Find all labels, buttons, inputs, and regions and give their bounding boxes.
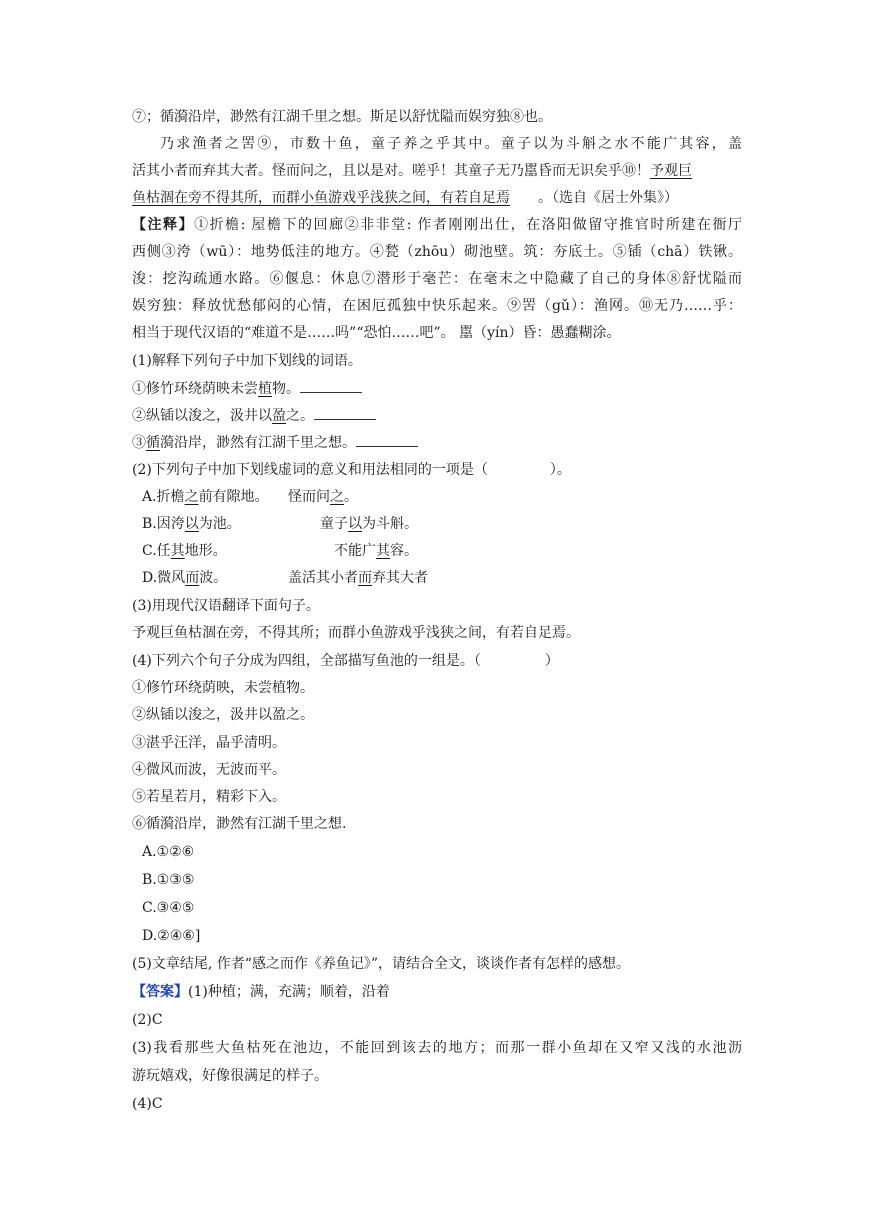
underlined-word: 之 — [330, 489, 344, 505]
question-2-option-a — [142, 488, 752, 506]
item-text: ②纵锸以浚之，汲井以 — [132, 408, 272, 424]
option-text: A.①②⑥ — [142, 844, 195, 860]
passage-line-4 — [132, 189, 742, 207]
question-text: ）。 — [549, 462, 571, 478]
notes-text: 相当于现代汉语的“难道不是……吗”“恐怕……吧”。 嚚（yín）昏：愚蠢糊涂。 — [132, 325, 621, 341]
answer-text: (3)我看那些大鱼枯死在池边，不能回到该去的地方；而那一群小鱼却在又窄又浅的水池沥 — [132, 1040, 742, 1056]
question-4-option-d[interactable] — [142, 927, 752, 945]
answer-blank[interactable] — [314, 406, 376, 420]
question-1-item-b — [132, 406, 742, 424]
sentence-text: ③湛乎汪洋，晶乎清明。 — [132, 735, 286, 751]
question-1-item-a — [132, 379, 742, 397]
option-text: 为斗斛。 — [362, 516, 418, 532]
sentence-text: ①修竹环绕荫映，未尝植物。 — [132, 680, 314, 696]
question-text: 予观巨鱼枯涸在旁，不得其所；而群小鱼游戏乎浅狭之间，有若自足焉。 — [132, 625, 580, 641]
option-text: 弃其大者 — [372, 570, 428, 586]
item-text: ③ — [132, 435, 146, 451]
question-4-option-a[interactable] — [142, 843, 752, 861]
answer-line-1 — [132, 983, 742, 1001]
question-5-stem — [132, 955, 742, 973]
option-text: 地形。 — [184, 543, 227, 559]
question-4-sentence-1 — [132, 679, 742, 697]
sentence-text: ⑥循漪沿岸，渺然有江湖千里之想. — [132, 816, 347, 832]
source-citation: 。（选自《居士外集》） — [538, 190, 678, 206]
underlined-sentence: 予观巨 — [650, 163, 692, 179]
question-3-sentence — [132, 624, 742, 642]
question-1-item-c — [132, 433, 742, 451]
option-text: D.②④⑥] — [142, 928, 201, 944]
item-text: ①修竹环绕荫映未尝 — [132, 381, 258, 397]
answer-text: (2)C — [132, 1012, 163, 1028]
answer-text: (1)种植；满，充满；顺着，沿着 — [188, 984, 390, 1000]
answer-blank[interactable] — [356, 433, 418, 447]
question-text: ） — [544, 653, 559, 669]
option-text: D.微风 — [142, 570, 186, 586]
answer-text: 游玩嬉戏，好像很满足的样子。 — [132, 1068, 328, 1084]
question-4-option-b[interactable] — [142, 871, 752, 889]
question-text: (3)用现代汉语翻译下面句子。 — [132, 598, 320, 614]
question-4-sentence-2 — [132, 706, 742, 724]
sentence-text: ⑤若星若月，精彩下入。 — [132, 789, 286, 805]
sentence-text: ②纵锸以浚之，汲井以盈之。 — [132, 707, 314, 723]
underlined-word: 而 — [358, 570, 372, 586]
notes-line-4 — [132, 297, 742, 315]
notes-text: 娱穷独：释放忧愁郁闷的心情，在困厄孤独中快乐起来。⑨罟（gǔ）：渔网。⑩无乃……乎： — [132, 298, 742, 314]
question-4-stem — [132, 652, 742, 670]
answer-blank[interactable] — [300, 379, 362, 393]
option-text: B.①③⑤ — [142, 872, 195, 888]
question-4-sentence-5 — [132, 788, 742, 806]
option-text: 容。 — [390, 543, 418, 559]
answer-label: 【答案】 — [132, 984, 188, 1000]
option-text: 为池。 — [198, 516, 241, 532]
question-4-sentence-4 — [132, 761, 742, 779]
notes-line-2 — [132, 243, 742, 261]
answer-text: (4)C — [132, 1096, 163, 1112]
item-text: 漪沿岸，渺然有江湖千里之想。 — [160, 435, 356, 451]
question-1-stem — [132, 352, 742, 370]
question-2-option-c — [142, 542, 752, 560]
option-text: A.折檐 — [142, 489, 185, 505]
option-text: 波。 — [199, 570, 228, 586]
underlined-word: 循 — [146, 435, 160, 451]
answer-line-2 — [132, 1011, 742, 1029]
question-text: (1)解释下列句子中加下划线的词语。 — [132, 353, 362, 369]
question-4-sentence-3 — [132, 734, 742, 752]
question-2-option-b — [142, 515, 752, 533]
option-text: 不能广 — [334, 543, 376, 559]
passage-line-1 — [132, 108, 742, 126]
option-text: 怪而问 — [288, 489, 330, 505]
option-text: 盖活其小者 — [288, 570, 358, 586]
question-text: (4)下列六个句子分成为四组，全部描写鱼池的一组是。（ — [132, 653, 481, 669]
question-text: (2)下列句子中加下划线虚词的意义和用法相同的一项是（ — [132, 462, 488, 478]
question-3-stem — [132, 597, 742, 615]
option-text: C.任 — [142, 543, 171, 559]
underlined-word: 之 — [184, 489, 199, 505]
underlined-word: 以 — [348, 516, 362, 532]
answer-line-4 — [132, 1067, 742, 1085]
underlined-word: 其 — [376, 543, 390, 559]
underlined-word: 以 — [184, 516, 199, 532]
underlined-word: 植 — [258, 381, 272, 397]
notes-line-5 — [132, 324, 742, 342]
passage-text: 乃求渔者之罟⑨，市数十鱼，童子养之乎其中。童子以为斗斛之水不能广其容，盖 — [160, 136, 742, 152]
notes-text: ①折檐: 屋檐下的回廊②非非堂: 作者刚刚出仕，在洛阳做留守推官时所建在衙厅 — [194, 217, 742, 233]
passage-line-2 — [160, 135, 742, 153]
notes-label: 【注释】 — [132, 217, 195, 233]
underlined-word: 盈 — [272, 408, 286, 424]
item-text: 物。 — [272, 381, 300, 397]
sentence-text: ④微风而波，无波而平。 — [132, 762, 286, 778]
underlined-sentence: 鱼枯涸在旁不得其所，而群小鱼游戏乎浅狭之间，有若自足焉 — [132, 190, 510, 206]
item-text: 之。 — [286, 408, 314, 424]
question-2-stem — [132, 461, 742, 479]
underlined-word: 其 — [170, 543, 185, 559]
answer-line-5 — [132, 1095, 742, 1113]
notes-line-1 — [132, 216, 742, 234]
question-4-sentence-6 — [132, 815, 742, 833]
option-text: 童子 — [320, 516, 348, 532]
option-text: B.因洿 — [142, 516, 185, 532]
passage-text: 活其小者而弃其大者。怪而问之，且以是对。嗟乎！其童子无乃嚚昏而无识矣乎⑩！ — [132, 163, 650, 179]
question-text: (5)文章结尾, 作者“感之而作《养鱼记》”，请结合全文，谈谈作者有怎样的感想。 — [132, 956, 631, 972]
notes-text: 浚：挖沟疏通水路。⑥偃息：休息⑦潜形于毫芒：在毫末之中隐藏了自己的身体⑧舒忧隘而 — [132, 271, 742, 287]
passage-text: ⑦；循漪沿岸，渺然有江湖千里之想。斯足以舒忧隘而娱穷独⑧也。 — [132, 109, 552, 125]
option-text: 。 — [344, 489, 358, 505]
notes-text: 西侧③洿（wū）：地势低洼的地方。④甃（zhōu）砌池壁。筑：夯底土。⑤锸（chā）铁锹。 — [132, 244, 742, 260]
option-text: C.③④⑤ — [142, 900, 195, 916]
question-4-option-c[interactable] — [142, 899, 752, 917]
passage-line-3 — [132, 162, 742, 180]
notes-line-3 — [132, 270, 742, 288]
underlined-word: 而 — [185, 570, 200, 586]
option-text: 前有隙地。 — [198, 489, 269, 505]
question-2-option-d — [142, 569, 752, 587]
answer-line-3 — [132, 1039, 742, 1057]
